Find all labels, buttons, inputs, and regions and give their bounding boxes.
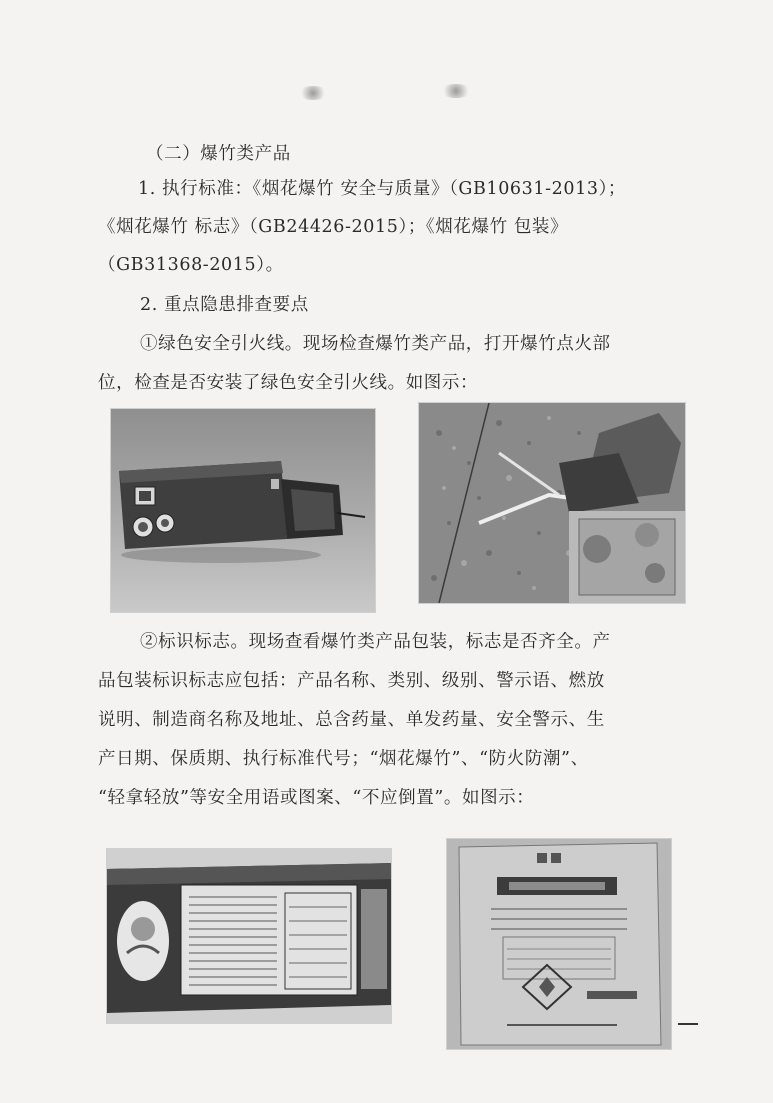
key-points-title: 2. 重点隐患排查要点 [140,295,309,315]
scan-smudge [298,86,328,100]
point2-line-2: 品包装标识标志应包括：产品名称、类别、级别、警示语、燃放 [98,671,605,691]
point2-line-4: 产日期、保质期、执行标准代号；“烟花爆竹”、“防火防潮”、 [98,749,589,769]
firecracker-label-photo-1 [106,848,392,1024]
point1-line-2: 位，检查是否安装了绿色安全引火线。如图示： [98,373,479,393]
standard-line-2: 《烟花爆竹 标志》（GB24426-2015）；《烟花爆竹 包装》 [98,217,569,237]
point2-line-1: ②标识标志。现场查看爆竹类产品包装，标志是否齐全。产 [140,632,611,652]
point2-line-3: 说明、制造商名称及地址、总含药量、单发药量、安全警示、生 [98,710,605,730]
standard-line-3: （GB31368-2015）。 [98,255,284,275]
firecracker-fuse-photo-2 [418,402,686,604]
point2-line-5: “轻拿轻放”等安全用语或图案、“不应倒置”。如图示： [98,788,535,808]
point1-line-1: ①绿色安全引火线。现场检查爆竹类产品，打开爆竹点火部 [140,334,611,354]
firecracker-label-photo-2 [446,838,672,1050]
standard-line-1: 1. 执行标准：《烟花爆竹 安全与质量》（GB10631-2013）； [138,179,627,199]
firecracker-fuse-photo-1 [110,408,376,613]
page-footer-dash [678,1023,698,1025]
scan-smudge [440,84,472,98]
section-heading: （二）爆竹类产品 [146,144,291,164]
